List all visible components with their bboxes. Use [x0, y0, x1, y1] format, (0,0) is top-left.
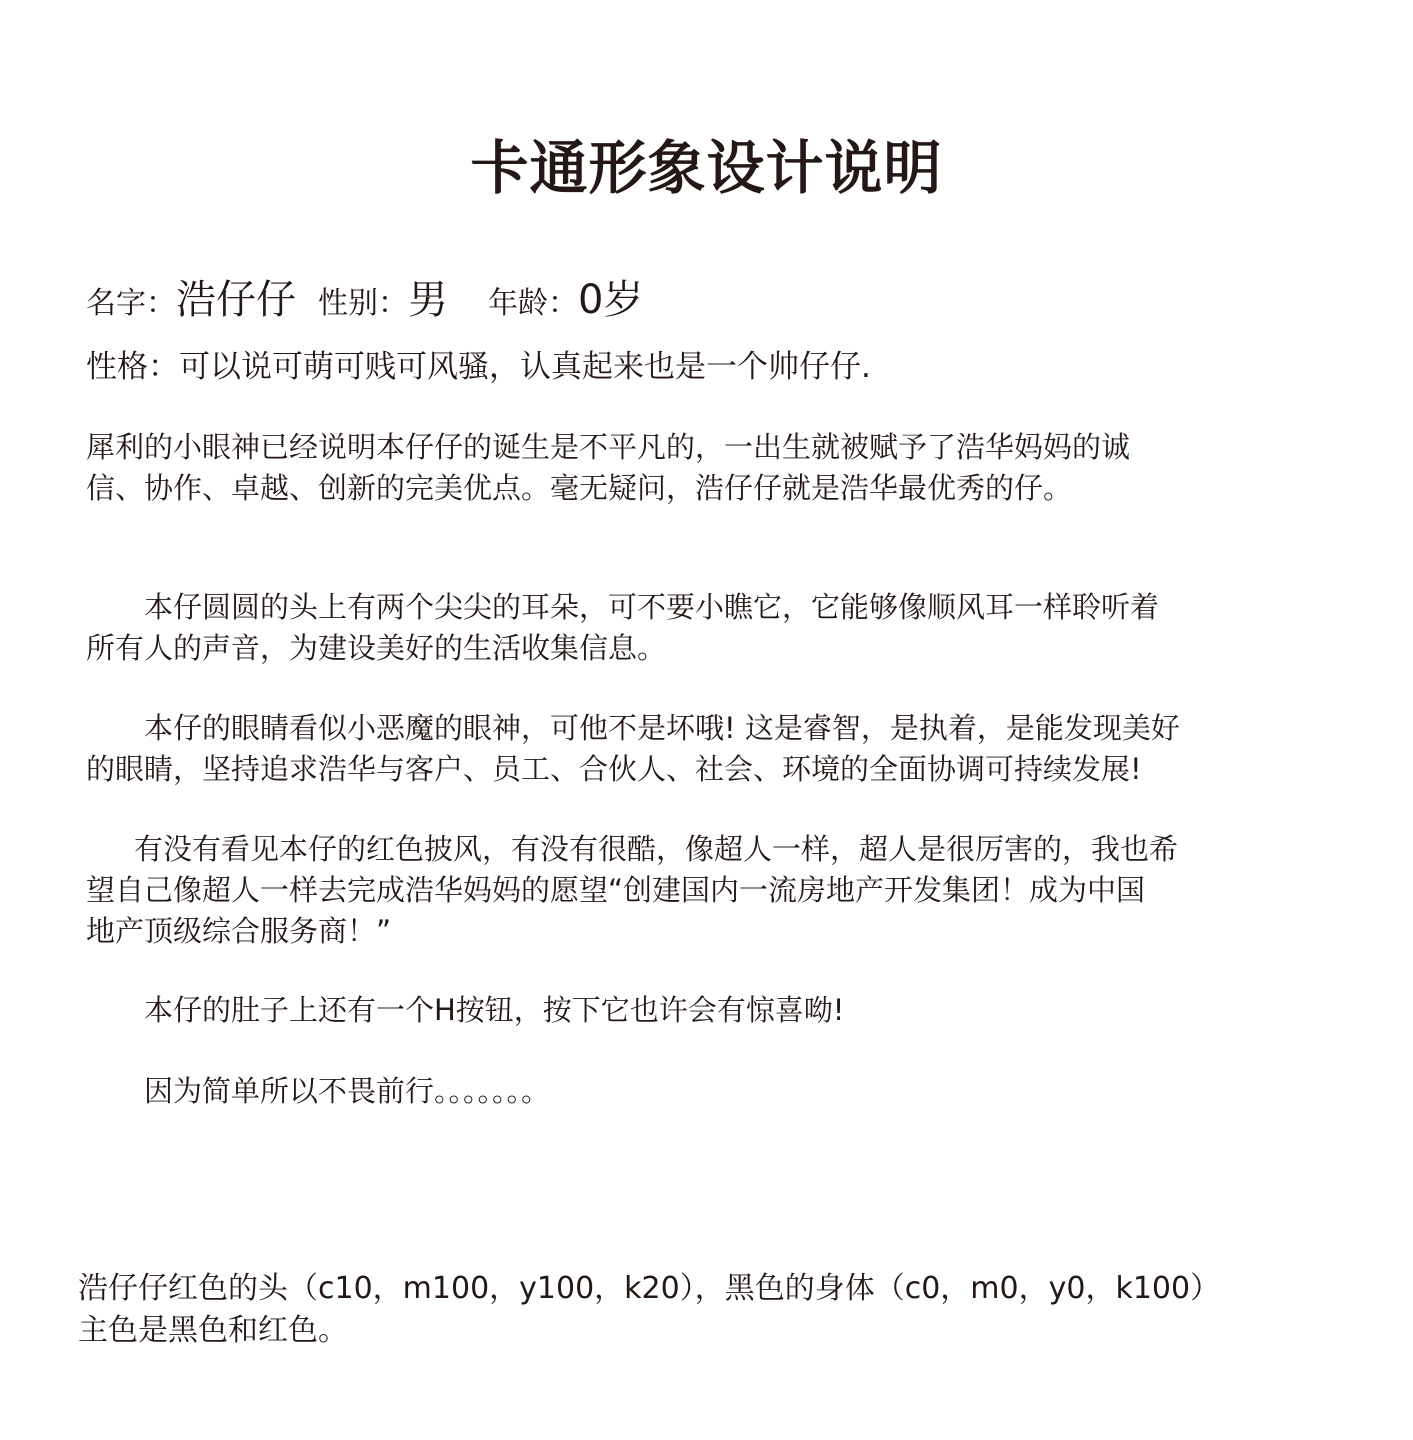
character-info-row: [86, 272, 643, 328]
motto-line: 因为简单所以不畏前行。。。。。。。: [144, 1074, 551, 1108]
intro-line: 犀利的小眼神已经说明本仔仔的诞生是不平凡的，一出生就被赋予了浩华妈妈的诚: [86, 430, 1131, 464]
eyes-line: 的眼睛，坚持追求浩华与客户、员工、合伙人、社会、环境的全面协调可持续发展!: [86, 752, 1142, 786]
age-value: 0岁: [578, 277, 644, 323]
gender-label: 性别：: [318, 286, 408, 321]
ears-line: 所有人的声音，为建设美好的生活收集信息。: [86, 631, 667, 665]
eyes-paragraph: [86, 708, 1286, 790]
motto-paragraph: [86, 1071, 1286, 1112]
page-title: 卡通形象设计说明: [470, 134, 943, 202]
name-value: 浩仔仔: [176, 277, 296, 323]
age-label: 年龄：: [488, 286, 578, 321]
color-spec-line: 浩仔仔红色的头（c10，m100，y100，k20），黑色的身体（c0，m0，y0，k100）: [78, 1271, 1221, 1306]
gender-value: 男: [408, 277, 448, 323]
color-spec-line: 主色是黑色和红色。: [78, 1313, 348, 1348]
ears-line: 本仔圆圆的头上有两个尖尖的耳朵，可不要小瞧它，它能够像顺风耳一样聆听着: [144, 590, 1160, 624]
button-line: 本仔的肚子上还有一个H按钮，按下它也许会有惊喜呦!: [144, 993, 845, 1027]
cape-line: 望自己像超人一样去完成浩华妈妈的愿望“创建国内一流房地产开发集团！成为中国: [86, 873, 1146, 907]
intro-paragraph: [86, 427, 1286, 509]
eyes-line: 本仔的眼睛看似小恶魔的眼神，可他不是坏哦! 这是睿智，是执着，是能发现美好: [144, 711, 1180, 745]
cape-paragraph: [86, 829, 1286, 952]
color-spec: [78, 1268, 1220, 1352]
cape-line: 地产顶级综合服务商！”: [86, 914, 392, 948]
cape-line: 有没有看见本仔的红色披风，有没有很酷，像超人一样，超人是很厉害的，我也希: [134, 832, 1179, 866]
ears-paragraph: [86, 587, 1286, 669]
name-label: 名字：: [86, 286, 176, 321]
intro-line: 信、协作、卓越、创新的完美优点。毫无疑问，浩仔仔就是浩华最优秀的仔。: [86, 471, 1073, 505]
button-paragraph: [86, 990, 1286, 1031]
personality-line: 性格：可以说可萌可贱可风骚，认真起来也是一个帅仔仔.: [86, 349, 871, 385]
